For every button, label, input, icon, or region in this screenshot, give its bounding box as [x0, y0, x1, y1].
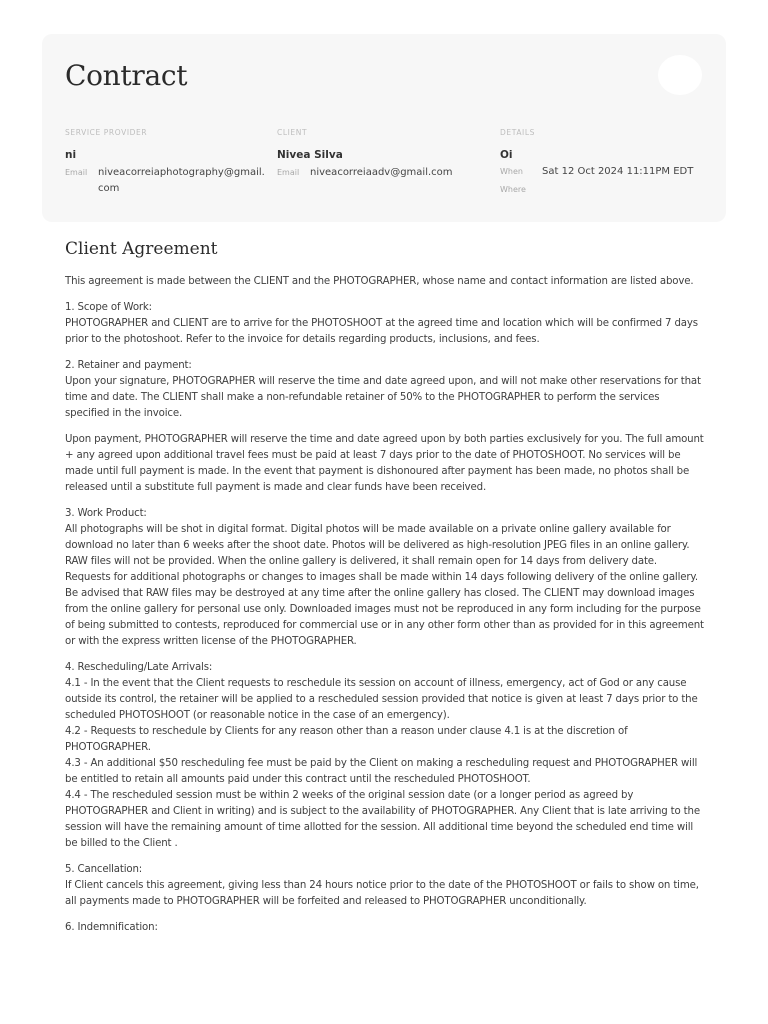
- agreement-line: This agreement is made between the CLIENT and the PHOTOGRAPHER, whose name and contact information are listed above.: [65, 276, 694, 287]
- service-provider-section: [65, 128, 270, 197]
- agreement-paragraph: [65, 920, 705, 936]
- agreement-line: 1. Scope of Work:: [65, 302, 152, 313]
- agreement-line: 4.3 - An additional $50 rescheduling fee must be paid by the Client on making a rescheduling request and PHOTOGRAPHER will be entitled to retain all amounts paid under this contract until the rescheduled PHOTOSHOOT.: [65, 758, 698, 785]
- avatar[interactable]: [658, 55, 702, 95]
- agreement-paragraphs: [65, 274, 705, 936]
- agreement-line: 6. Indemnification:: [65, 922, 158, 933]
- agreement-body: [65, 236, 705, 946]
- client-section: [277, 128, 492, 181]
- agreement-line: 4. Rescheduling/Late Arrivals:: [65, 662, 213, 673]
- email-label: Email: [277, 168, 300, 177]
- agreement-line: Upon payment, PHOTOGRAPHER will reserve the time and date agreed upon by both parties exclusively for you. The full amount + any agreed upon additional travel fees must be paid at least 7 days prior to the date of PHOTOSHOOT. No services will be made until full payment is made. In the event that payment is dishonoured after payment has been made, no photos shall be released until a substitute full payment is made and clear funds have been received.: [65, 434, 704, 493]
- when-label: When: [500, 167, 523, 176]
- client-heading: CLIENT: [277, 128, 308, 137]
- client-email[interactable]: niveacorreiaadv@gmail.com: [310, 167, 453, 178]
- details-section: [500, 128, 715, 198]
- client-name: Nivea Silva: [277, 149, 343, 161]
- agreement-line: 4.2 - Requests to reschedule by Clients for any reason other than a reason under clause 4.1 is at the discretion of PHOTOGRAPHER.: [65, 726, 628, 753]
- agreement-paragraph: [65, 300, 705, 348]
- service-provider-heading: SERVICE PROVIDER: [65, 128, 148, 137]
- client-email-row: [277, 165, 492, 181]
- agreement-paragraph: [65, 432, 705, 496]
- email-label: Email: [65, 168, 88, 177]
- agreement-line: PHOTOGRAPHER and CLIENT are to arrive for the PHOTOSHOOT at the agreed time and location which will be confirmed 7 days prior to the photoshoot. Refer to the invoice for details regarding products, inclusions, and fees.: [65, 318, 698, 345]
- where-label: Where: [500, 185, 526, 194]
- service-provider-name: ni: [65, 149, 77, 161]
- agreement-paragraph: [65, 862, 705, 910]
- page-title: Contract: [65, 59, 188, 92]
- agreement-paragraph: [65, 274, 705, 290]
- agreement-line: 4.4 - The rescheduled session must be within 2 weeks of the original session date (or a longer period as agreed by PHOTOGRAPHER and Client in writing) and is subject to the availability of PHOTOGRAPHER. Any Client that is late arriving to the session will have the remaining amount of time allotted for the session. All additional time beyond the scheduled end time will be billed to the Client .: [65, 790, 700, 849]
- agreement-paragraph: [65, 358, 705, 422]
- agreement-line: Upon your signature, PHOTOGRAPHER will reserve the time and date agreed upon, and will not make other reservations for that time and date. The CLIENT shall make a non-refundable retainer of 50% to the PHOTOGRAPHER to perform the services specified in the invoice.: [65, 376, 701, 419]
- contract-header-card: [42, 34, 726, 222]
- service-provider-email[interactable]: niveacorreiaphotography@gmail.com: [98, 167, 265, 194]
- agreement-line: If Client cancels this agreement, giving less than 24 hours notice prior to the date of the PHOTOSHOOT or fails to show on time, all payments made to PHOTOGRAPHER will be forfeited and released to PHOTOGRAPHER unconditionally.: [65, 880, 699, 907]
- details-heading: DETAILS: [500, 128, 535, 137]
- agreement-paragraph: [65, 660, 705, 852]
- event-name: Oi: [500, 149, 513, 161]
- agreement-paragraph: [65, 506, 705, 650]
- agreement-line: 3. Work Product:: [65, 508, 147, 519]
- when-row: [500, 164, 715, 180]
- agreement-title: Client Agreement: [65, 239, 218, 259]
- agreement-line: 4.1 - In the event that the Client requests to reschedule its session on account of illness, emergency, act of God or any cause outside its control, the retainer will be applied to a rescheduled session provided that notice is given at least 7 days prior to the scheduled PHOTOSHOOT (or reasonable notice in the case of an emergency).: [65, 678, 698, 721]
- when-value: Sat 12 Oct 2024 11:11PM EDT: [542, 166, 694, 177]
- where-row: [500, 182, 715, 198]
- agreement-line: 2. Retainer and payment:: [65, 360, 192, 371]
- agreement-line: All photographs will be shot in digital format. Digital photos will be made available on a private online gallery available for download no later than 6 weeks after the shoot date. Photos will be delivered as high-resolution JPEG files in an online gallery. RAW files will not be provided. When the online gallery is delivered, it shall remain open for 14 days from delivery date. Requests for additional photographs or changes to images shall be made within 14 days following delivery of the online gallery. Be advised that RAW files may be destroyed at any time after the online gallery has closed. The CLIENT may download images from the online gallery for personal use only. Downloaded images must not be reproduced in any form including for the purpose of being submitted to contests, reproduced for commercial use or in any other form other than as provided for in this agreement or with the express written license of the PHOTOGRAPHER.: [65, 524, 704, 647]
- agreement-line: 5. Cancellation:: [65, 864, 143, 875]
- service-provider-email-row: [65, 165, 270, 197]
